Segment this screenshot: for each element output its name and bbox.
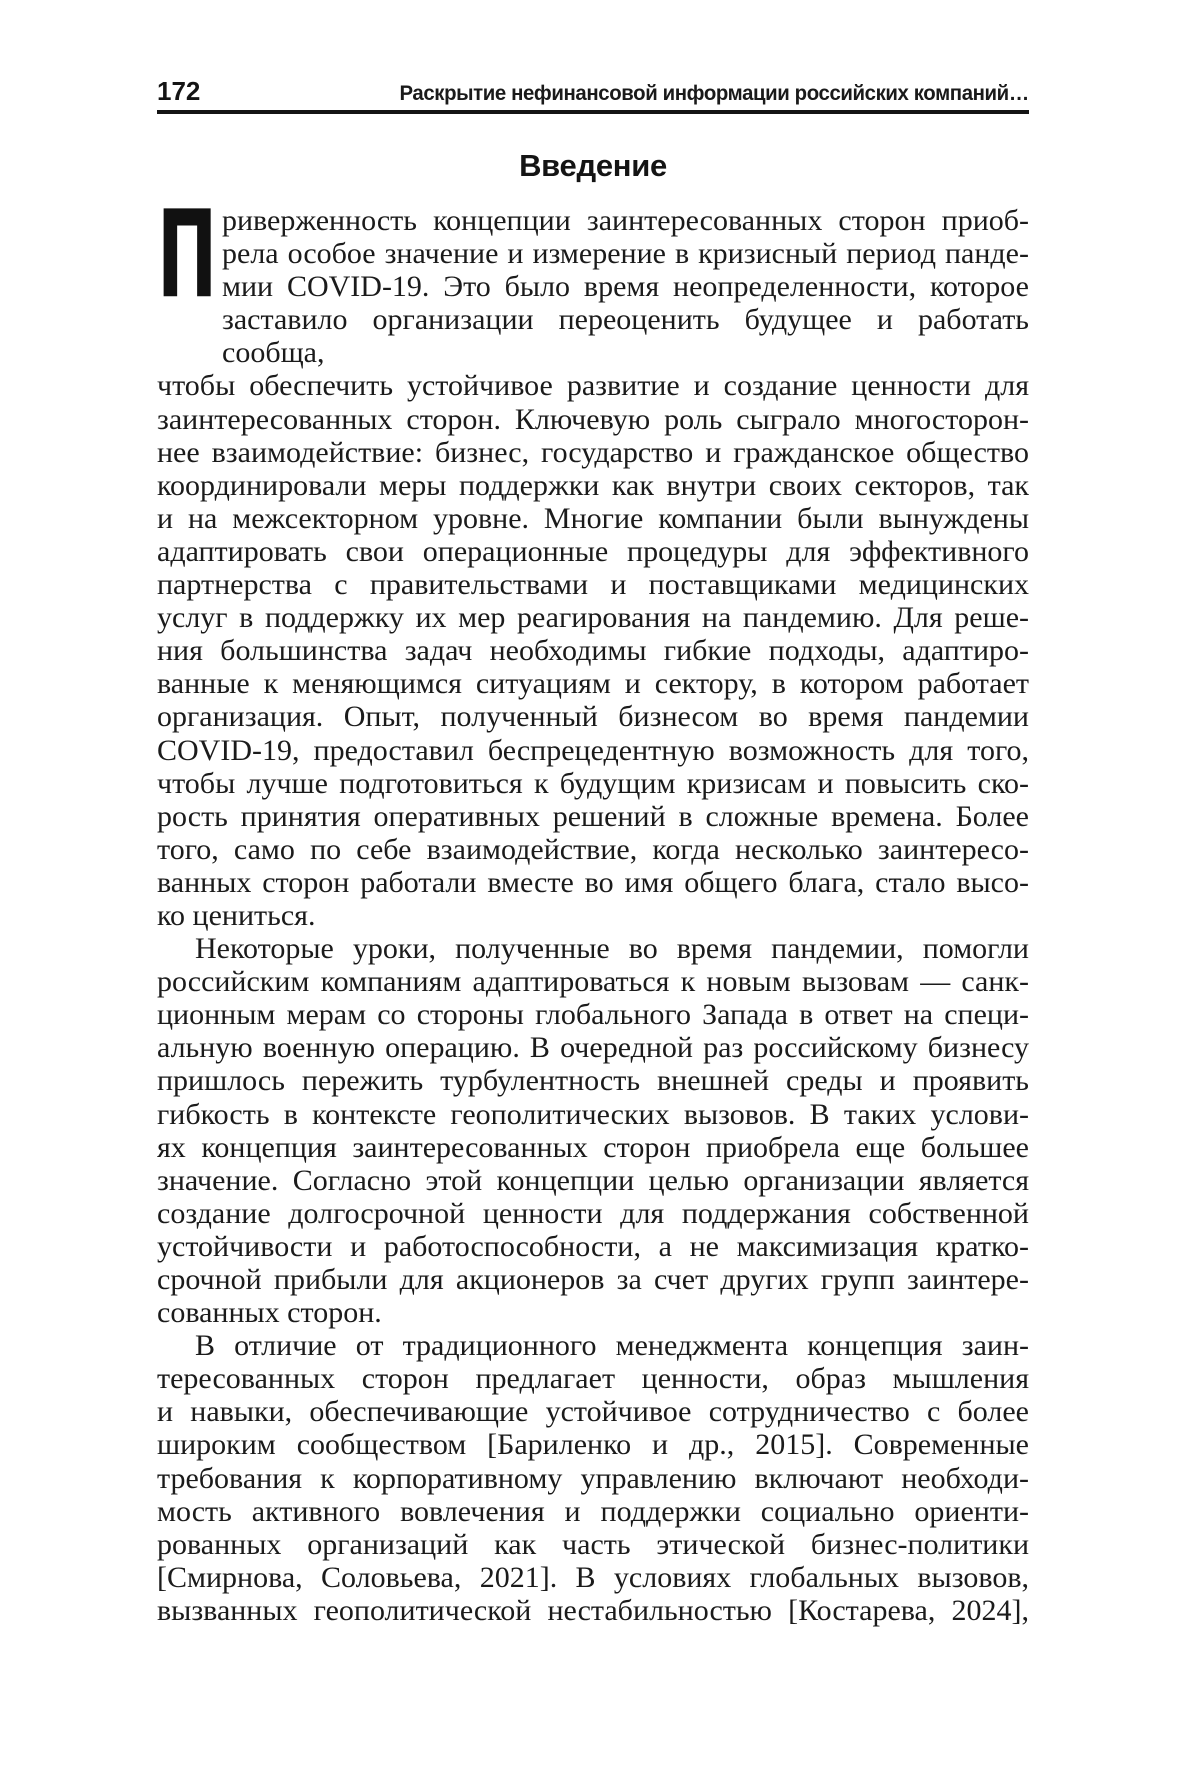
text-line: и на межсекторном уровне. Многие компании были вынуждены (157, 501, 1029, 535)
text-line: рость принятия оперативных решений в сложные времена. Более (157, 799, 1029, 833)
paragraph (157, 186, 1029, 932)
text-line: адаптировать свои операционные процедуры для эффективного (157, 534, 1029, 568)
text-line: российским компаниям адаптироваться к новым вызовам — санк- (157, 965, 1029, 999)
running-title: Раскрытие нефинансовой информации российских компаний… (399, 82, 1029, 105)
text-line: значение. Согласно этой концепции целью организации является (157, 1163, 1029, 1197)
text-line: чтобы лучше подготовиться к будущим кризисам и повысить ско- (157, 766, 1029, 800)
text-line: [Смирнова, Соловьева, 2021]. В условиях глобальных вызовов, (157, 1560, 1029, 1594)
text-line: ционным мерам со стороны глобального Запада в ответ на специ- (157, 998, 1029, 1032)
text-line: координировали меры поддержки как внутри своих секторов, так (157, 468, 1029, 502)
drop-cap-letter: П (157, 186, 218, 325)
text-line: заинтересованных сторон. Ключевую роль сыграло многосторон- (157, 402, 1029, 436)
text-line: мость активного вовлечения и поддержки социально ориенти- (157, 1494, 1029, 1528)
text-line: ванных сторон работали вместе во имя общего блага, стало высо- (157, 865, 1029, 899)
running-head (157, 76, 1029, 107)
text-line: альную военную операцию. В очередной раз российскому бизнесу (157, 1031, 1029, 1065)
text-line: нее взаимодействие: бизнес, государство и гражданское общество (157, 435, 1029, 469)
text-line: устойчивости и работоспособности, а не максимизация кратко- (157, 1229, 1029, 1263)
page-number: 172 (157, 76, 201, 106)
text-line: чтобы обеспечить устойчивое развитие и создание ценности для (157, 369, 1029, 403)
text-line: Некоторые уроки, полученные во время пандемии, помогли (195, 932, 1029, 966)
text-line: рованных организаций как часть этической бизнес-политики (157, 1527, 1029, 1561)
text-line: услуг в поддержку их мер реагирования на пандемию. Для реше- (157, 601, 1029, 635)
text-line: срочной прибыли для акционеров за счет других групп заинтере- (157, 1263, 1029, 1296)
text-line: риверженность концепции заинтересованных сторон приоб- (222, 204, 1029, 237)
text-line: гибкость в контексте геополитических вызовов. В таких услови- (157, 1097, 1029, 1131)
section-heading: Введение (519, 148, 667, 183)
text-line: тересованных сторон предлагает ценности, образ мышления (157, 1362, 1029, 1396)
text-line: сованных сторон. (157, 1296, 382, 1330)
text-line: В отличие от традиционного менеджмента концепция заин- (195, 1329, 1029, 1363)
text-line: партнерства с правительствами и поставщиками медицинских (157, 568, 1029, 602)
text-line: ванные к меняющимся ситуациям и сектору, в котором работает (157, 667, 1029, 701)
text-line: ко цениться. (157, 898, 316, 932)
text-line: мии COVID-19. Это было время неопределенности, которое (222, 270, 1029, 304)
text-line: рела особое значение и измерение в кризисный период панде- (222, 237, 1029, 271)
text-line: вызванных геополитической нестабильностью [Костарева, 2024], (157, 1593, 1029, 1627)
text-line: того, само по себе взаимодействие, когда несколько заинтересо- (157, 832, 1029, 866)
text-line: создание долгосрочной ценности для поддержания собственной (157, 1196, 1029, 1230)
text-line: пришлось пережить турбулентность внешней среды и проявить (157, 1064, 1029, 1098)
paragraph (157, 932, 1029, 1329)
body-text (157, 186, 1029, 1627)
text-line: ях концепция заинтересованных сторон приобрела еще большее (157, 1130, 1029, 1164)
paragraph (157, 1329, 1029, 1627)
text-line: COVID-19, предоставил беспрецедентную возможность для того, (157, 733, 1029, 767)
text-line: и навыки, обеспечивающие устойчивое сотрудничество с более (157, 1395, 1029, 1429)
text-line: организация. Опыт, полученный бизнесом во время пандемии (157, 700, 1029, 734)
text-line: широким сообществом [Бариленко и др., 2015]. Современные (157, 1428, 1029, 1462)
drop-cap (157, 186, 218, 325)
text-line: ния большинства задач необходимы гибкие подходы, адаптиро- (157, 634, 1029, 668)
text-line: требования к корпоративному управлению включают необходи- (157, 1461, 1029, 1495)
header-rule (157, 110, 1029, 114)
text-line: заставило организации переоценить будущее и работать сообща, (222, 303, 1029, 370)
